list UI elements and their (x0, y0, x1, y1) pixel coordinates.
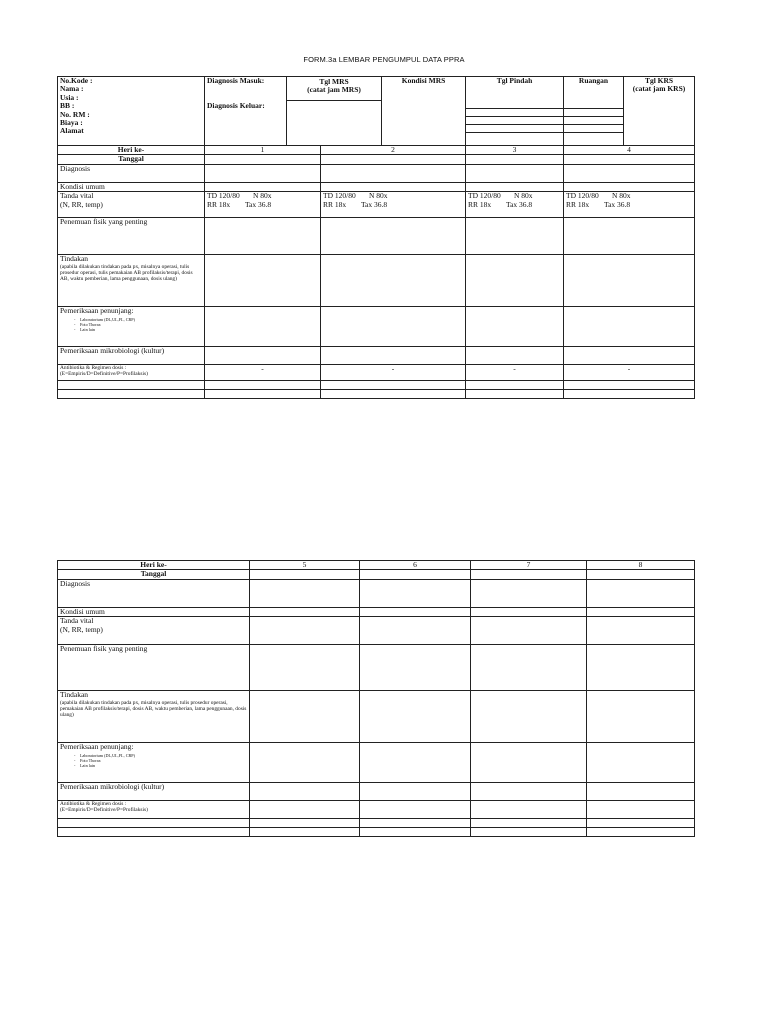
day-header: 7 (471, 561, 587, 570)
tindakan-entry[interactable] (564, 255, 695, 307)
vital-signs-entry[interactable] (360, 617, 471, 645)
tgl-krs-cell[interactable] (624, 77, 695, 146)
blank-entry[interactable] (205, 381, 321, 390)
penunjang-list (60, 317, 202, 332)
label-mikrobiologi: Pemeriksaan mikrobiologi (kultur) (58, 783, 250, 801)
ppra-table-days-5-8 (57, 560, 695, 837)
date-cell[interactable] (587, 570, 695, 579)
mikrobiologi-entry[interactable] (466, 347, 564, 365)
penemuan-entry[interactable] (360, 645, 471, 691)
label-mikrobiologi: Pemeriksaan mikrobiologi (kultur) (58, 347, 205, 365)
blank-entry[interactable] (471, 828, 587, 837)
label-antibiotika: Antibiotika & Regimen dosis : (60, 365, 127, 372)
tindakan-entry[interactable] (321, 255, 466, 307)
tgl-mrs-cell[interactable] (287, 77, 382, 146)
vital-rr: RR 18x (566, 199, 590, 209)
label-kondisi-umum: Kondisi umum (58, 182, 205, 191)
kondisi-entry[interactable] (466, 182, 564, 191)
label-kondisi-mrs: Kondisi MRS (401, 76, 446, 85)
blank-entry[interactable] (466, 390, 564, 399)
penunjang-item: - Laboratorium (DL,UL,FL, CRP) (80, 753, 247, 758)
blank-entry[interactable] (321, 381, 466, 390)
label-nama: Nama : (60, 84, 84, 94)
date-cell[interactable] (471, 570, 587, 579)
penemuan-entry[interactable] (564, 218, 695, 255)
label-tgl-mrs: Tgl MRS (319, 77, 349, 86)
label-tanda-vital-sub: (N, RR, temp) (60, 624, 103, 634)
blank-entry[interactable] (564, 381, 695, 390)
kondisi-entry[interactable] (587, 607, 695, 616)
tindakan-entry[interactable] (250, 691, 360, 743)
label-tanggal: Tanggal (58, 570, 250, 579)
label-tindakan-note: (apabila dilakukan tindakan pada px, misalnya operasi, tulis prosedur operasi, pemakaian AB profilaksis/terapi, dosis AB, waktu pemberian, lama penggunaan, dosis ulang) (60, 699, 247, 719)
mikrobiologi-entry[interactable] (360, 783, 471, 801)
penemuan-entry[interactable] (466, 218, 564, 255)
tindakan-label-cell (58, 255, 205, 307)
label-ruangan: Ruangan (578, 76, 609, 85)
mikrobiologi-entry[interactable] (564, 347, 695, 365)
ruangan-rows (564, 101, 623, 140)
penunjang-entry[interactable] (360, 743, 471, 783)
tindakan-entry[interactable] (205, 255, 321, 307)
day-header: 1 (205, 146, 321, 155)
day-header: 8 (587, 561, 695, 570)
kondisi-entry[interactable] (321, 182, 466, 191)
kondisi-entry[interactable] (564, 182, 695, 191)
vital-signs-entry[interactable] (564, 192, 695, 218)
date-cell[interactable] (205, 155, 321, 164)
vital-signs-entry[interactable] (250, 617, 360, 645)
label-penemuan: Penemuan fisik yang penting (58, 645, 250, 691)
antibiotic-entry[interactable]: - (466, 365, 564, 381)
label-tanda-vital-sub: (N, RR, temp) (60, 199, 103, 209)
vital-signs-entry[interactable] (471, 617, 587, 645)
diagnosis-entry[interactable] (466, 164, 564, 182)
penunjang-entry[interactable] (250, 743, 360, 783)
vital-tax: Tax 36.8 (506, 199, 533, 209)
label-kondisi-umum: Kondisi umum (58, 607, 250, 616)
penunjang-entry[interactable] (205, 307, 321, 347)
diagnosis-entry[interactable] (205, 164, 321, 182)
label-diagnosis-keluar: Diagnosis Keluar: (207, 101, 265, 111)
diagnosis-entry[interactable] (471, 579, 587, 607)
blank-row-label (58, 819, 250, 828)
penunjang-entry[interactable] (471, 743, 587, 783)
tindakan-label-cell (58, 691, 250, 743)
vital-signs-entry[interactable] (321, 192, 466, 218)
blank-entry[interactable] (360, 828, 471, 837)
antibiotic-entry[interactable]: - (321, 365, 466, 381)
label-no-rm: No. RM : (60, 109, 90, 119)
penunjang-list (60, 753, 247, 768)
label-diagnosis: Diagnosis (58, 164, 205, 182)
form-title: FORM.3a LEMBAR PENGUMPUL DATA PPRA (303, 55, 465, 64)
antibiotic-entry[interactable] (587, 801, 695, 819)
vital-n: N 80x (612, 191, 631, 201)
kondisi-entry[interactable] (250, 607, 360, 616)
blank-entry[interactable] (564, 390, 695, 399)
label-pemeriksaan-penunjang: Pemeriksaan penunjang: (60, 306, 134, 316)
label-tindakan: Tindakan (60, 254, 89, 264)
mikrobiologi-entry[interactable] (471, 783, 587, 801)
penunjang-entry[interactable] (321, 307, 466, 347)
penemuan-entry[interactable] (471, 645, 587, 691)
antibiotika-label-cell (58, 365, 205, 381)
tgl-pindah-rows (466, 101, 563, 140)
diagnosis-cell[interactable] (205, 77, 287, 146)
label-hari-ke: Heri ke- (58, 146, 205, 155)
label-antibiotika-legend: (E=Empiris/D=Definitive/P=Profilaksis) (60, 807, 148, 814)
tindakan-entry[interactable] (360, 691, 471, 743)
kondisi-entry[interactable] (471, 607, 587, 616)
penunjang-item: - Laboratorium (DL,UL,FL, CRP) (80, 317, 202, 322)
vital-rr: RR 18x (207, 199, 231, 209)
antibiotic-entry[interactable] (471, 801, 587, 819)
day-header: 5 (250, 561, 360, 570)
antibiotic-entry[interactable]: - (564, 365, 695, 381)
blank-entry[interactable] (360, 819, 471, 828)
tgl-pindah-cell[interactable] (466, 77, 564, 146)
label-tanggal: Tanggal (58, 155, 205, 164)
mikrobiologi-entry[interactable] (321, 347, 466, 365)
day-header: 3 (466, 146, 564, 155)
vital-rr: RR 18x (323, 199, 347, 209)
label-tgl-krs-note: (catat jam KRS) (632, 84, 686, 94)
label-diagnosis: Diagnosis (58, 579, 250, 607)
vital-td: TD 120/80 (468, 191, 501, 201)
day-header: 4 (564, 146, 695, 155)
mikrobiologi-entry[interactable] (250, 783, 360, 801)
ppra-table-days-1-4 (57, 76, 695, 399)
antibiotic-entry[interactable] (360, 801, 471, 819)
diagnosis-entry[interactable] (587, 579, 695, 607)
antibiotic-entry[interactable]: - (205, 365, 321, 381)
blank-row-label (58, 390, 205, 399)
antibiotika-label-cell (58, 801, 250, 819)
tanda-vital-label-cell (58, 192, 205, 218)
penunjang-item: - Foto Thorax (80, 322, 202, 327)
mikrobiologi-entry[interactable] (205, 347, 321, 365)
blank-entry[interactable] (587, 828, 695, 837)
blank-row-label (58, 381, 205, 390)
mikrobiologi-entry[interactable] (587, 783, 695, 801)
blank-entry[interactable] (250, 828, 360, 837)
penunjang-item: - Lain lain (80, 327, 202, 332)
penunjang-entry[interactable] (466, 307, 564, 347)
label-tgl-krs: Tgl KRS (644, 76, 674, 85)
date-cell[interactable] (360, 570, 471, 579)
diagnosis-entry[interactable] (250, 579, 360, 607)
blank-entry[interactable] (466, 381, 564, 390)
vital-tax: Tax 36.8 (245, 199, 272, 209)
label-biaya: Biaya : (60, 118, 83, 128)
penunjang-entry[interactable] (587, 743, 695, 783)
penemuan-entry[interactable] (321, 218, 466, 255)
label-tanda-vital: Tanda vital (60, 191, 94, 201)
blank-row-label (58, 828, 250, 837)
vital-n: N 80x (514, 191, 533, 201)
label-pemeriksaan-penunjang: Pemeriksaan penunjang: (60, 742, 134, 752)
blank-entry[interactable] (250, 819, 360, 828)
blank-entry[interactable] (471, 819, 587, 828)
vital-td: TD 120/80 (566, 191, 599, 201)
patient-identity-cell (58, 77, 205, 146)
vital-n: N 80x (369, 191, 388, 201)
label-tgl-pindah: Tgl Pindah (496, 76, 533, 85)
ruangan-cell[interactable] (564, 77, 624, 146)
label-hari-ke: Heri ke- (58, 561, 250, 570)
kondisi-entry[interactable] (360, 607, 471, 616)
vital-tax: Tax 36.8 (361, 199, 388, 209)
date-cell[interactable] (564, 155, 695, 164)
label-penemuan: Penemuan fisik yang penting (58, 218, 205, 255)
penunjang-entry[interactable] (564, 307, 695, 347)
penemuan-entry[interactable] (250, 645, 360, 691)
label-tindakan: Tindakan (60, 690, 89, 700)
label-antibiotika: Antibiotika & Regimen dosis : (60, 801, 127, 808)
blank-entry[interactable] (205, 390, 321, 399)
diagnosis-entry[interactable] (360, 579, 471, 607)
vital-signs-entry[interactable] (466, 192, 564, 218)
penunjang-label-cell (58, 307, 205, 347)
vital-signs-entry[interactable] (587, 617, 695, 645)
label-usia: Usia : (60, 92, 79, 102)
tindakan-entry[interactable] (587, 691, 695, 743)
label-bb: BB : (60, 101, 75, 111)
penunjang-label-cell (58, 743, 250, 783)
day-header: 2 (321, 146, 466, 155)
vital-n: N 80x (253, 191, 272, 201)
penemuan-entry[interactable] (205, 218, 321, 255)
antibiotic-entry[interactable] (250, 801, 360, 819)
label-antibiotika-legend: (E=Empiris/D=Definitive/P=Profilaksis) (60, 371, 148, 378)
kondisi-entry[interactable] (205, 182, 321, 191)
label-tgl-mrs-note: (catat jam MRS) (307, 85, 361, 95)
blank-entry[interactable] (321, 390, 466, 399)
label-tindakan-note: (apabila dilakukan tindakan pada px, misalnya operasi, tulis prosedur operasi, tulis pemakaian AB profilaksis/terapi, dosis AB, waktu pemberian, lama penggunaan, dosis ulang) (60, 263, 193, 283)
tindakan-entry[interactable] (471, 691, 587, 743)
label-alamat: Alamat (60, 126, 84, 136)
penunjang-item: - Foto Thorax (80, 758, 247, 763)
vital-td: TD 120/80 (323, 191, 356, 201)
vital-td: TD 120/80 (207, 191, 240, 201)
vital-rr: RR 18x (468, 199, 492, 209)
kondisi-mrs-cell[interactable] (382, 77, 466, 146)
blank-entry[interactable] (587, 819, 695, 828)
label-no-kode: No.Kode : (60, 76, 93, 85)
tanda-vital-label-cell (58, 617, 250, 645)
date-cell[interactable] (250, 570, 360, 579)
penunjang-item: - Lain lain (80, 763, 247, 768)
vital-signs-entry[interactable] (205, 192, 321, 218)
tindakan-entry[interactable] (466, 255, 564, 307)
penemuan-entry[interactable] (587, 645, 695, 691)
date-cell[interactable] (321, 155, 466, 164)
label-tanda-vital: Tanda vital (60, 616, 94, 626)
day-header: 6 (360, 561, 471, 570)
date-cell[interactable] (466, 155, 564, 164)
label-diagnosis-masuk: Diagnosis Masuk: (207, 76, 265, 85)
diagnosis-entry[interactable] (321, 164, 466, 182)
vital-tax: Tax 36.8 (604, 199, 631, 209)
diagnosis-entry[interactable] (564, 164, 695, 182)
